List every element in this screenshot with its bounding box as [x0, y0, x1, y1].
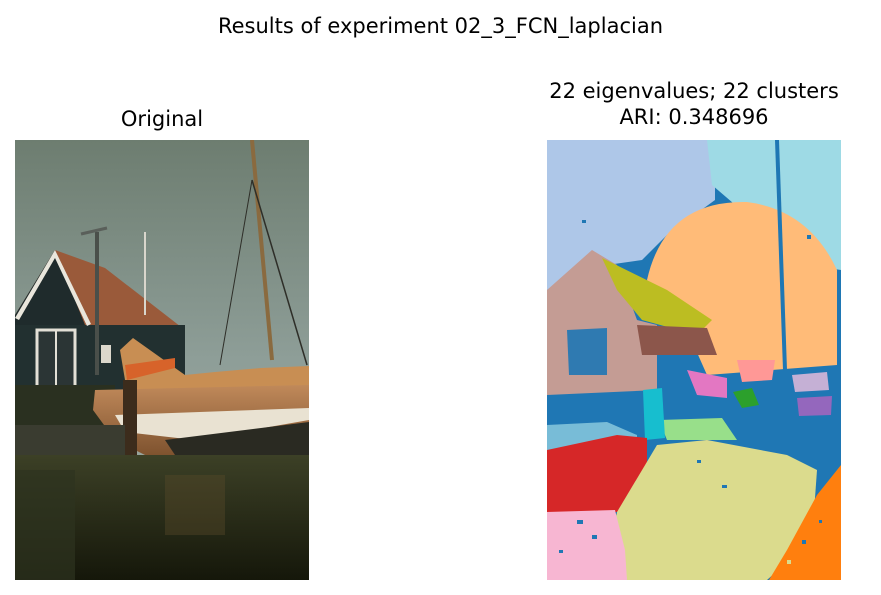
cluster-region-purple-light	[792, 372, 829, 392]
figure-suptitle: Results of experiment 02_3_FCN_laplacian	[217, 14, 664, 38]
cluster-region-door	[567, 328, 607, 375]
clustering-panel-title	[547, 78, 841, 130]
clustering-title-line2: ARI: 0.348696	[619, 105, 769, 129]
original-image	[15, 140, 309, 580]
cluster-region-pink	[547, 510, 627, 580]
cluster-region-purple	[797, 396, 832, 416]
clustering-title-line1: 22 eigenvalues; 22 clusters	[549, 79, 839, 103]
original-panel-title: Original	[120, 107, 204, 131]
cluster-region-salmon	[737, 360, 775, 382]
cluster-region-cyan	[643, 388, 665, 440]
cluster-region-brown	[637, 325, 717, 355]
clustering-image	[547, 140, 841, 580]
